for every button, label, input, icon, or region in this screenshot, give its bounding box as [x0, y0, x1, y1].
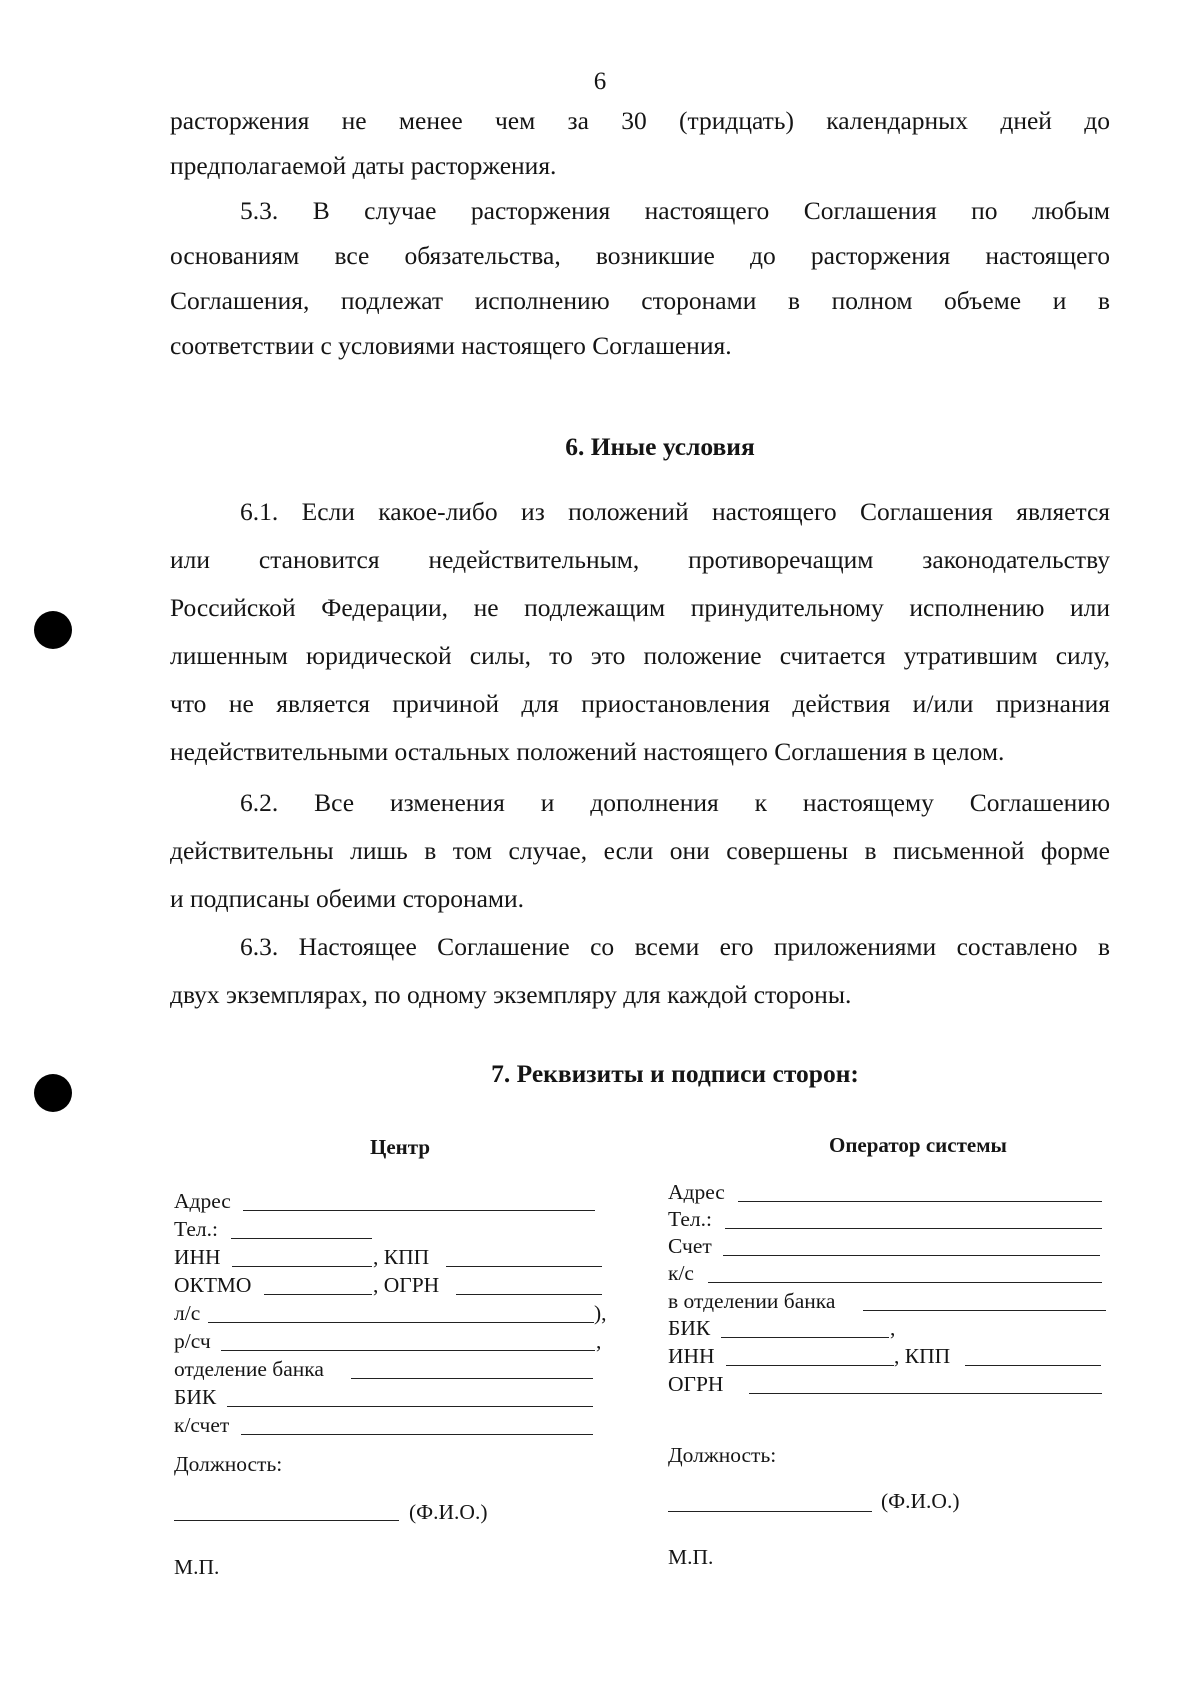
text-line: и подписаны обеими сторонами. [170, 884, 525, 913]
bank-blank [351, 1378, 593, 1379]
address-label: Адрес [668, 1180, 725, 1204]
ks-blank [241, 1434, 593, 1435]
kpp-label: , КПП [373, 1245, 430, 1269]
bik-blank [227, 1406, 593, 1407]
text-line: двух экземплярах, по одному экземпляру для каждой стороны. [170, 980, 852, 1009]
ks-blank [708, 1282, 1102, 1283]
text-line: что не является причиной для приостановления действия и/или признания [170, 689, 1110, 718]
fio-label: (Ф.И.О.) [881, 1489, 960, 1513]
account-label: Счет [668, 1234, 712, 1258]
ogrn-label: , ОГРН [373, 1273, 440, 1297]
kpp-blank [446, 1266, 602, 1267]
text-line: действительны лишь в том случае, если они совершены в письменной форме [170, 836, 1110, 865]
address-label: Адрес [174, 1189, 231, 1213]
section-6-heading: 6. Иные условия [565, 432, 755, 461]
address-blank [243, 1210, 595, 1211]
signature-blank [668, 1511, 872, 1512]
inn-blank [726, 1365, 894, 1366]
phone-blank [231, 1238, 372, 1239]
text-line: 6.2. Все изменения и дополнения к настоящему Соглашению [240, 788, 1110, 817]
rs-tail: , [596, 1329, 602, 1353]
rs-blank [221, 1350, 595, 1351]
address-blank [738, 1201, 1102, 1202]
ogrn-label: ОГРН [668, 1372, 724, 1396]
inn-label: ИНН [174, 1245, 221, 1269]
bik-blank [721, 1337, 889, 1338]
oktmo-label: ОКТМО [174, 1273, 252, 1297]
bank-label: в отделении банка [668, 1289, 836, 1313]
ks-label: к/счет [174, 1413, 230, 1437]
right-party-title: Оператор системы [829, 1133, 1007, 1157]
text-line: расторжения не менее чем за 30 (тридцать) календарных дней до [170, 106, 1110, 135]
bank-blank [863, 1310, 1106, 1311]
text-line: 5.3. В случае расторжения настоящего Соглашения по любым [240, 196, 1110, 225]
rs-label: р/сч [174, 1329, 211, 1353]
ogrn-blank [749, 1393, 1102, 1394]
bik-label: БИК [668, 1316, 711, 1340]
inn-blank [232, 1266, 372, 1267]
phone-blank [725, 1228, 1102, 1229]
position-label: Должность: [668, 1443, 777, 1467]
kpp-blank [965, 1365, 1101, 1366]
text-line: основаниям все обязательства, возникшие до расторжения настоящего [170, 241, 1110, 270]
text-line: недействительными остальных положений настоящего Соглашения в целом. [170, 737, 1005, 766]
fio-label: (Ф.И.О.) [409, 1500, 488, 1524]
signature-blank [174, 1520, 399, 1521]
inn-label: ИНН [668, 1344, 715, 1368]
bank-label: отделение банка [174, 1357, 324, 1381]
ogrn-blank [456, 1294, 602, 1295]
hole-punch-mark [34, 611, 72, 649]
ls-blank [208, 1322, 594, 1323]
text-line: 6.1. Если какое-либо из положений настоящего Соглашения является [240, 497, 1110, 526]
kpp-label: , КПП [894, 1344, 951, 1368]
oktmo-blank [264, 1294, 372, 1295]
text-line: Соглашения, подлежат исполнению сторонами в полном объеме и в [170, 286, 1110, 315]
phone-label: Тел.: [668, 1207, 712, 1231]
section-7-heading: 7. Реквизиты и подписи сторон: [491, 1059, 859, 1088]
stamp-label: М.П. [174, 1555, 220, 1579]
account-blank [723, 1255, 1100, 1256]
text-line: соответствии с условиями настоящего Соглашения. [170, 331, 732, 360]
ks-label: к/с [668, 1261, 694, 1285]
text-line: предполагаемой даты расторжения. [170, 151, 557, 180]
left-party-title: Центр [370, 1135, 431, 1159]
ls-label: л/с [174, 1301, 201, 1325]
text-line: 6.3. Настоящее Соглашение со всеми его приложениями составлено в [240, 932, 1110, 961]
hole-punch-mark [34, 1074, 72, 1112]
ls-tail: ), [594, 1301, 607, 1325]
page-number: 6 [593, 68, 607, 95]
text-line: лишенным юридической силы, то это положение считается утратившим силу, [170, 641, 1110, 670]
text-line: или становится недействительным, противоречащим законодательству [170, 545, 1110, 574]
position-label: Должность: [174, 1452, 283, 1476]
text-line: Российской Федерации, не подлежащим принудительному исполнению или [170, 593, 1110, 622]
bik-label: БИК [174, 1385, 217, 1409]
bik-tail: , [890, 1316, 896, 1340]
stamp-label: М.П. [668, 1545, 714, 1569]
phone-label: Тел.: [174, 1217, 218, 1241]
